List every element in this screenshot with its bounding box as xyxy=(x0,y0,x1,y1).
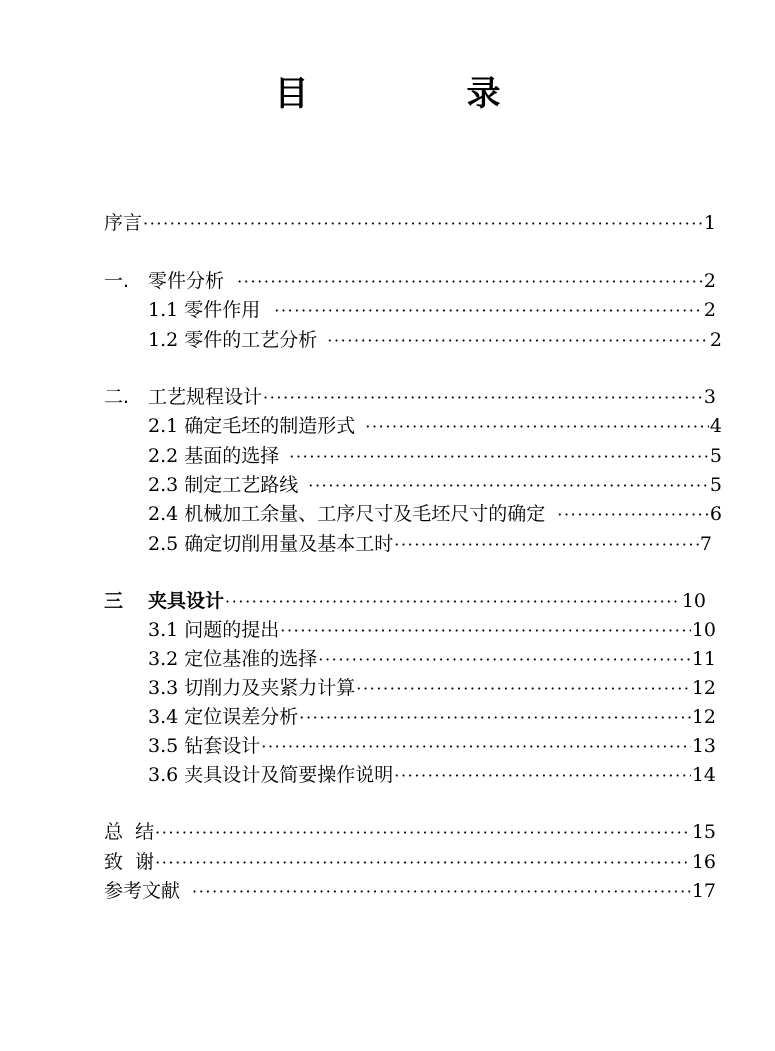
toc-page-number: 7 xyxy=(699,533,712,555)
toc-entry-2-3[interactable] xyxy=(148,472,722,498)
toc-page-number: 10 xyxy=(681,590,706,612)
toc-entry-summary[interactable] xyxy=(104,819,716,845)
toc-entry-3-4[interactable] xyxy=(148,704,716,730)
toc-page-number: 5 xyxy=(709,474,722,496)
page-title: 目 录 xyxy=(274,74,563,114)
toc-label: 2.4 机械加工余量、工序尺寸及毛坯尺寸的确定 xyxy=(148,503,546,525)
toc-label: 致 谢 xyxy=(104,851,155,873)
toc-entry-3-6[interactable] xyxy=(148,762,716,788)
toc-label xyxy=(104,268,236,294)
toc-entry-fixture-design[interactable] xyxy=(104,588,706,614)
toc-page-number: 3 xyxy=(703,386,716,408)
toc-entry-acknowledgements[interactable] xyxy=(104,849,716,875)
toc-page-number: 1 xyxy=(703,212,716,234)
toc-page-number: 12 xyxy=(691,706,716,728)
toc-entry-process-design[interactable] xyxy=(104,384,716,410)
toc-page-number: 2 xyxy=(703,299,716,321)
toc-label: 1.1 零件作用 xyxy=(148,299,261,321)
toc-entry-references[interactable] xyxy=(104,878,716,904)
toc-leader xyxy=(280,617,691,643)
toc-label: 3.6 夹具设计及简要操作说明 xyxy=(148,764,394,786)
toc-leader xyxy=(274,297,703,323)
toc-leader xyxy=(237,268,703,294)
toc-label: 2.5 确定切削用量及基本工时 xyxy=(148,533,394,555)
toc-label: 3.5 钻套设计 xyxy=(148,735,261,757)
toc-label: 2.2 基面的选择 xyxy=(148,445,280,467)
toc-label: 2.1 确定毛坯的制造形式 xyxy=(148,415,356,437)
toc-leader xyxy=(225,588,681,614)
toc-label-text: 工艺规程设计 xyxy=(148,386,263,408)
toc-leader xyxy=(308,472,709,498)
toc-entry-preface[interactable] xyxy=(104,210,716,236)
toc-entry-1-2[interactable] xyxy=(148,327,722,353)
toc-entry-1-1[interactable] xyxy=(148,297,716,323)
toc-entry-part-analysis[interactable] xyxy=(104,268,716,294)
toc-leader xyxy=(299,704,691,730)
toc-section-number: 三 xyxy=(104,590,124,612)
toc-page-number: 6 xyxy=(709,503,722,525)
toc-label: 2.3 制定工艺路线 xyxy=(148,474,299,496)
toc-page-number: 15 xyxy=(691,821,716,843)
toc-page-number: 16 xyxy=(691,851,716,873)
toc-entry-3-2[interactable] xyxy=(148,646,716,672)
toc-entry-3-3[interactable] xyxy=(148,675,716,701)
toc-label-text: 夹具设计 xyxy=(148,590,225,612)
toc-entry-3-5[interactable] xyxy=(148,733,716,759)
toc-page-number: 12 xyxy=(691,677,716,699)
toc-leader xyxy=(327,327,709,353)
toc-label: 3.2 定位基准的选择 xyxy=(148,648,318,670)
toc-leader xyxy=(318,646,691,672)
toc-entry-2-5[interactable] xyxy=(148,531,712,557)
toc-entry-3-1[interactable] xyxy=(148,617,716,643)
toc-label: 3.3 切削力及夹紧力计算 xyxy=(148,677,356,699)
toc-leader xyxy=(394,531,699,557)
toc-label xyxy=(104,384,262,410)
toc-page-number: 10 xyxy=(691,619,716,641)
toc-leader xyxy=(143,210,703,236)
toc-label: 1.2 零件的工艺分析 xyxy=(148,329,318,351)
toc-page-number: 14 xyxy=(691,764,716,786)
toc-page-number: 13 xyxy=(691,735,716,757)
toc-leader xyxy=(155,819,691,845)
toc-label: 序言 xyxy=(104,212,143,234)
toc-page-number: 17 xyxy=(691,880,716,902)
toc-leader xyxy=(289,443,709,469)
toc-entry-2-1[interactable] xyxy=(148,413,722,439)
toc-label: 3.1 问题的提出 xyxy=(148,619,280,641)
toc-leader xyxy=(394,762,691,788)
toc-leader xyxy=(261,733,691,759)
toc-label: 参考文献 xyxy=(104,880,181,902)
toc-entry-2-4[interactable] xyxy=(148,501,722,527)
toc-section-number: 一. xyxy=(104,270,130,292)
toc-label xyxy=(104,588,224,614)
toc-label: 3.4 定位误差分析 xyxy=(148,706,299,728)
toc-page-number: 11 xyxy=(691,648,716,670)
toc-leader xyxy=(263,384,703,410)
toc-page-number: 5 xyxy=(709,445,722,467)
toc-leader xyxy=(557,501,709,527)
toc-leader xyxy=(192,878,691,904)
toc-leader xyxy=(155,849,691,875)
toc-leader xyxy=(356,675,691,701)
toc-label: 总 结 xyxy=(104,821,155,843)
toc-section-number: 二. xyxy=(104,386,130,408)
toc-page-number: 2 xyxy=(709,329,722,351)
toc-page-number: 2 xyxy=(703,270,716,292)
toc-entry-2-2[interactable] xyxy=(148,443,722,469)
toc-leader xyxy=(365,413,709,439)
toc-page-number: 4 xyxy=(709,415,722,437)
toc-label-text: 零件分析 xyxy=(148,270,225,292)
